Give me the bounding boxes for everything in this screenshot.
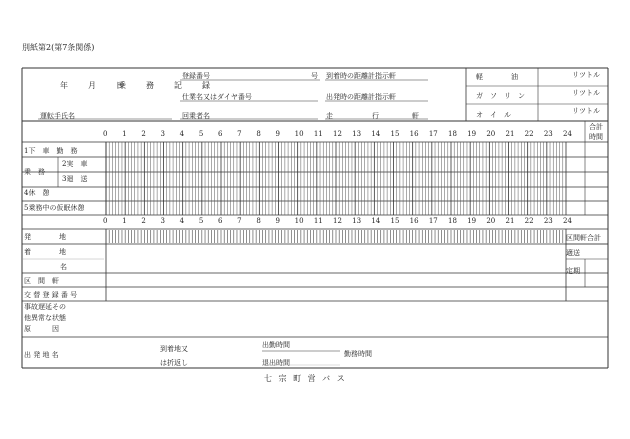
hour-label: 17 (428, 217, 438, 225)
hour-label: 13 (352, 130, 362, 138)
fuel-label-diesel: 軽 油 (476, 73, 518, 81)
hour-label: 21 (505, 217, 515, 225)
hour-label: 4 (179, 130, 185, 138)
notes-line-2: 他異常な状態 (24, 314, 66, 322)
notes-line-1: 事故遅延その (24, 303, 66, 311)
hour-label: 3 (160, 217, 165, 225)
deadhead-cell: 適送 (566, 249, 580, 257)
hour-label: 18 (448, 217, 457, 225)
hour-label: 1 (122, 217, 127, 225)
hour-label: 2 (141, 217, 146, 225)
hour-label: 1 (122, 130, 127, 138)
hour-label: 16 (409, 130, 419, 138)
distance-label-c: 軒 (412, 112, 419, 120)
hour-label: 20 (486, 217, 496, 225)
hour-label: 5 (198, 130, 204, 138)
arrival-place-row: 着 地 (24, 248, 66, 256)
hour-label: 7 (237, 217, 242, 225)
row-nap: 5乗務中の仮眠休憩 (24, 204, 85, 212)
issuer-footer: 七 宗 町 営 バ ス (264, 374, 347, 383)
hour-label: 2 (141, 130, 146, 138)
form-caption: 別紙第2(第7条関係) (22, 43, 95, 52)
fuel-label-gasoline: ガ ソ リ ン (476, 92, 525, 100)
hour-label: 22 (524, 217, 534, 225)
arrival-or-turn-b: は折返し (160, 359, 188, 367)
end-time-label: 退出時間 (262, 359, 290, 367)
hour-label: 0 (103, 217, 108, 225)
hour-label: 3 (160, 130, 165, 138)
arrival-meter-label: 到着時の距離計指示軒 (326, 72, 396, 80)
hour-label: 11 (313, 217, 323, 225)
registration-number-suffix: 号 (311, 72, 318, 80)
hour-label: 20 (486, 130, 496, 138)
hour-label: 23 (543, 130, 553, 138)
fuel-label-oil: オ イ ル (476, 111, 511, 119)
hour-label: 8 (256, 217, 261, 225)
row-driving-group: 乗 務 (24, 168, 45, 176)
hour-label: 10 (294, 130, 304, 138)
driver-name-label: 運転手氏名 (40, 112, 75, 120)
hour-label: 18 (448, 130, 457, 138)
hour-label: 9 (275, 217, 280, 225)
hour-label: 13 (352, 217, 362, 225)
grid1-total-a: 合計 (589, 123, 603, 131)
departure-meter-label: 出発時の距離計指示軒 (326, 93, 396, 101)
work-time-label: 勤務時間 (344, 350, 372, 358)
hour-label: 10 (294, 217, 304, 225)
hour-label: 15 (390, 217, 400, 225)
hour-label: 23 (543, 217, 553, 225)
row-rest: 4休 憩 (24, 189, 50, 197)
co-rider-label: 回乗者名 (182, 112, 210, 120)
start-time-label: 出勤時間 (262, 341, 290, 349)
swap-registration-row: 交 替 登 録 番 号 (24, 291, 78, 299)
row-deadhead: 3廻 送 (62, 175, 88, 183)
grid1-total-b: 時間 (589, 133, 603, 141)
hour-label: 17 (428, 130, 438, 138)
fuel-unit-oil: リツトル (572, 107, 600, 115)
registration-number-label: 登録番号 (182, 72, 210, 80)
hour-label: 7 (237, 130, 242, 138)
hour-label: 24 (563, 217, 572, 225)
hour-label: 6 (218, 217, 223, 225)
hour-label: 4 (179, 217, 185, 225)
regular-cell: 定期 (566, 267, 580, 275)
row-off-duty: 1下 車 勤 務 (24, 147, 78, 155)
departure-place-name: 出 発 地 名 (24, 351, 59, 359)
hour-label: 8 (256, 130, 261, 138)
fuel-unit-gasoline: リツトル (572, 89, 600, 97)
hour-label: 19 (467, 130, 477, 138)
record-title: 乗 務 記 録 (118, 81, 216, 90)
route-label: 仕業名又はダイヤ番号 (182, 93, 252, 101)
hour-label: 21 (505, 130, 515, 138)
date-label: 年 月 日 (60, 81, 130, 90)
hour-label: 9 (275, 130, 280, 138)
hour-label: 14 (371, 217, 381, 225)
departure-place-row: 発 地 (24, 233, 66, 241)
fuel-unit-diesel: リツトル (572, 71, 600, 79)
hour-label: 24 (563, 130, 572, 138)
hour-label: 19 (467, 217, 477, 225)
place-name-suffix: 名 (60, 263, 67, 271)
notes-line-3: 原 因 (24, 325, 59, 333)
distance-label-a: 走 (326, 112, 333, 120)
section-distance-total: 区間軒合計 (566, 234, 601, 242)
hour-label: 0 (103, 130, 108, 138)
section-distance-row: 区 間 軒 (24, 277, 59, 285)
distance-label-b: 行 (372, 112, 379, 120)
hour-label: 5 (198, 217, 204, 225)
hour-label: 12 (333, 130, 342, 138)
hour-label: 12 (333, 217, 342, 225)
hour-label: 22 (524, 130, 534, 138)
hour-label: 16 (409, 217, 419, 225)
arrival-or-turn-a: 到着地又 (160, 345, 188, 353)
row-in-service: 2実 車 (62, 160, 88, 168)
hour-label: 6 (218, 130, 223, 138)
hour-label: 11 (313, 130, 323, 138)
hour-label: 15 (390, 130, 400, 138)
hour-label: 14 (371, 130, 381, 138)
